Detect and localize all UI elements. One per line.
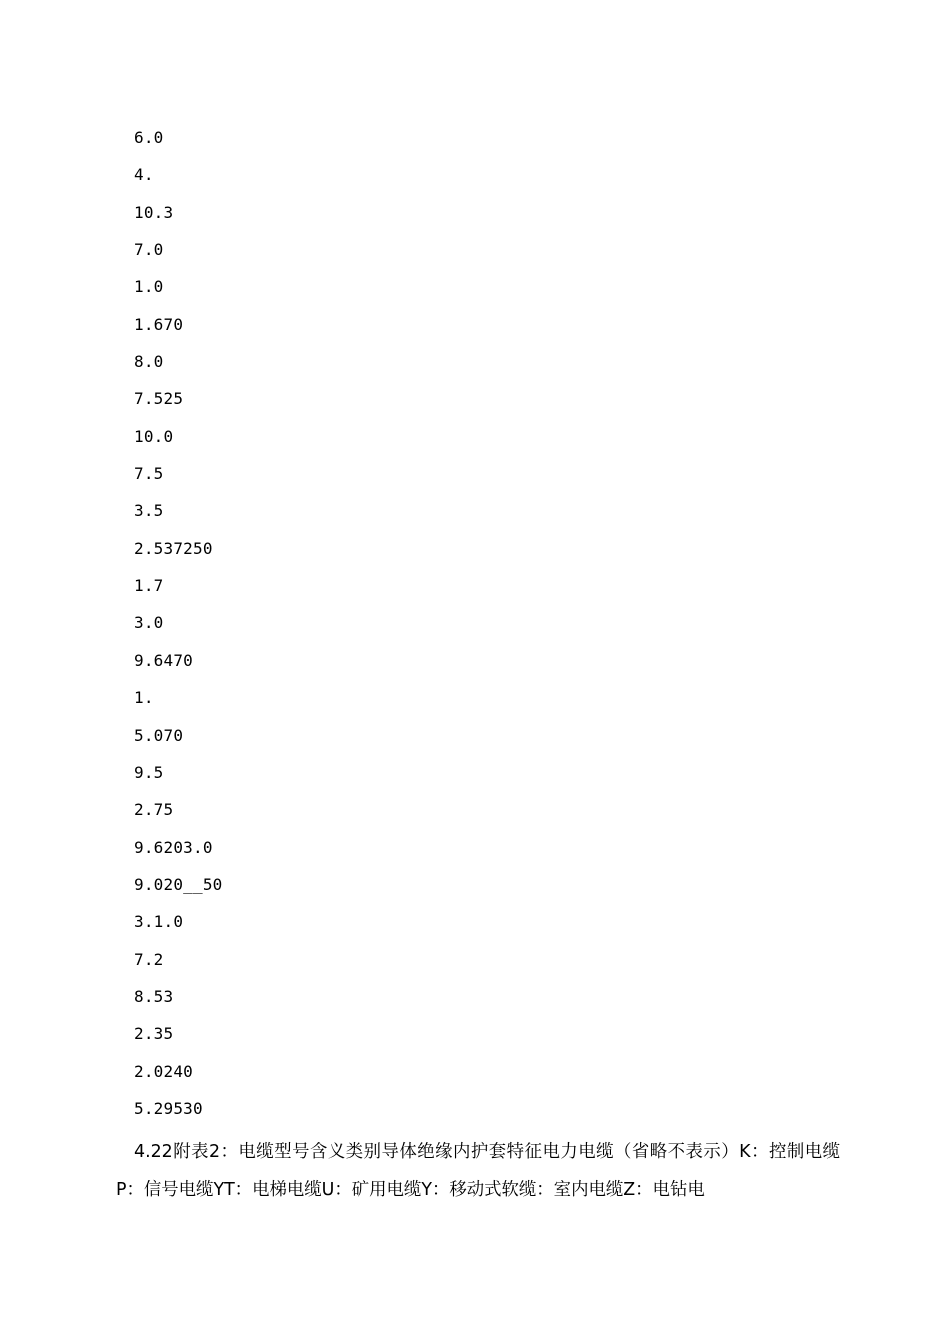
table-note [116,1133,840,1209]
value-item: 1.7 [134,576,164,596]
value-item: 7.5 [134,464,164,484]
value-item: 1.670 [134,314,184,334]
value-item: 5.070 [134,725,184,745]
value-item: 7.2 [134,949,164,969]
value-item: 8.0 [134,352,164,372]
value-list [134,128,223,1136]
value-item: 4. [134,165,154,185]
value-item: 8.53 [134,986,174,1006]
value-item: 9.6470 [134,650,193,670]
value-item: 2.537250 [134,538,213,558]
value-item: 2.75 [134,800,174,820]
value-item: 7.0 [134,240,164,260]
value-item: 1.0 [134,277,164,297]
value-item: 3.5 [134,501,164,521]
note-text: 4.22附表2：电缆型号含义类别导体绝缘内护套特征电力电缆（省略不表示）K：控制电缆P：信号电缆YT：电梯电缆U：矿用电缆Y：移动式软缆：室内电缆Z：电钻电 [116,1142,840,1200]
value-item: 9.020__50 [134,874,223,894]
value-item: 9.6203.0 [134,837,213,857]
value-item: 7.525 [134,389,184,409]
value-item: 3.1.0 [134,912,184,932]
value-item: 2.35 [134,1024,174,1044]
value-item: 10.3 [134,202,174,222]
value-item: 5.29530 [134,1098,203,1118]
value-item: 2.0240 [134,1061,193,1081]
value-item: 10.0 [134,426,174,446]
value-item: 1. [134,688,154,708]
value-item: 3.0 [134,613,164,633]
value-item: 6.0 [134,128,164,147]
value-item: 9.5 [134,762,164,782]
